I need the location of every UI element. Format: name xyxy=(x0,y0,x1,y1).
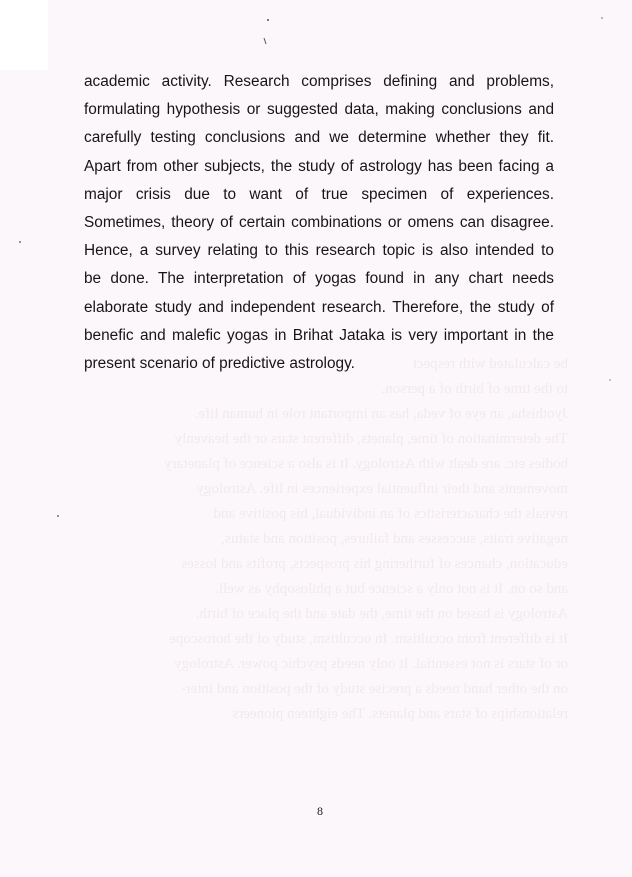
body-line: present scenario of predictive astrology. xyxy=(84,355,355,373)
bleed-through-line: or of stars is not essential. It only needs psychic power. Astrology xyxy=(174,656,568,672)
body-line: carefully testing conclusions and we determine whether they fit. xyxy=(84,129,554,147)
bleed-through-line: It is different from occultism. In occultism, study of the horoscope xyxy=(169,631,568,647)
body-line: benefic and malefic yogas in Brihat Jataka is very important in the xyxy=(84,326,554,344)
bleed-through-line: movements and their influential experiences in life. Astrology xyxy=(196,481,568,497)
body-line: elaborate study and independent research. Therefore, the study of xyxy=(84,298,554,316)
body-line: Hence, a survey relating to this research topic is also intended to xyxy=(84,242,554,260)
body-line: major crisis due to want of true specimen of experiences. xyxy=(84,185,554,203)
bleed-through-line: The determination of time, planets, different stars or the heavenly xyxy=(174,431,568,447)
body-line: be done. The interpretation of yogas found in any chart needs xyxy=(84,270,554,288)
body-line: academic activity. Research comprises defining and problems, xyxy=(84,73,554,90)
bleed-through-line: be calculated with respect xyxy=(412,356,568,372)
bleed-through-line: to the time of birth of a person. xyxy=(381,381,568,397)
body-line: Sometimes, theory of certain combinations or omens can disagree. xyxy=(84,214,554,232)
bleed-through-line: bodies etc. are dealt with Astrology. It is also a science of planetary xyxy=(164,456,568,472)
body-line: formulating hypothesis or suggested data, making conclusions and xyxy=(84,101,554,119)
body-paragraph xyxy=(84,68,554,378)
bleed-through-line: on the other hand needs a precise study of the position and inter- xyxy=(180,681,568,697)
bleed-through-line: negative traits, successes and failures, position and status, xyxy=(221,531,568,547)
page-number: 8 xyxy=(317,804,323,818)
bleed-through-line: Jyothisha, an eye of veda, has an important role in human life. xyxy=(194,406,568,422)
bleed-through-line: relationships of stars and planets. The eighteen pioneers xyxy=(232,706,568,722)
body-line: Apart from other subjects, the study of astrology has been facing a xyxy=(84,157,554,175)
folded-corner xyxy=(0,0,48,70)
bleed-through-text xyxy=(86,352,568,727)
bleed-through-line: Astrology is based on the time, the date and the place of birth. xyxy=(195,606,568,622)
bleed-through-line: education, chances of furthering his prospects, profits and losses xyxy=(181,556,568,572)
bleed-through-line: and so on. It is not only a science but a philosophy as well. xyxy=(215,581,568,597)
bleed-through-line: reveals the characteristics of an individual, his positive and xyxy=(213,506,568,522)
